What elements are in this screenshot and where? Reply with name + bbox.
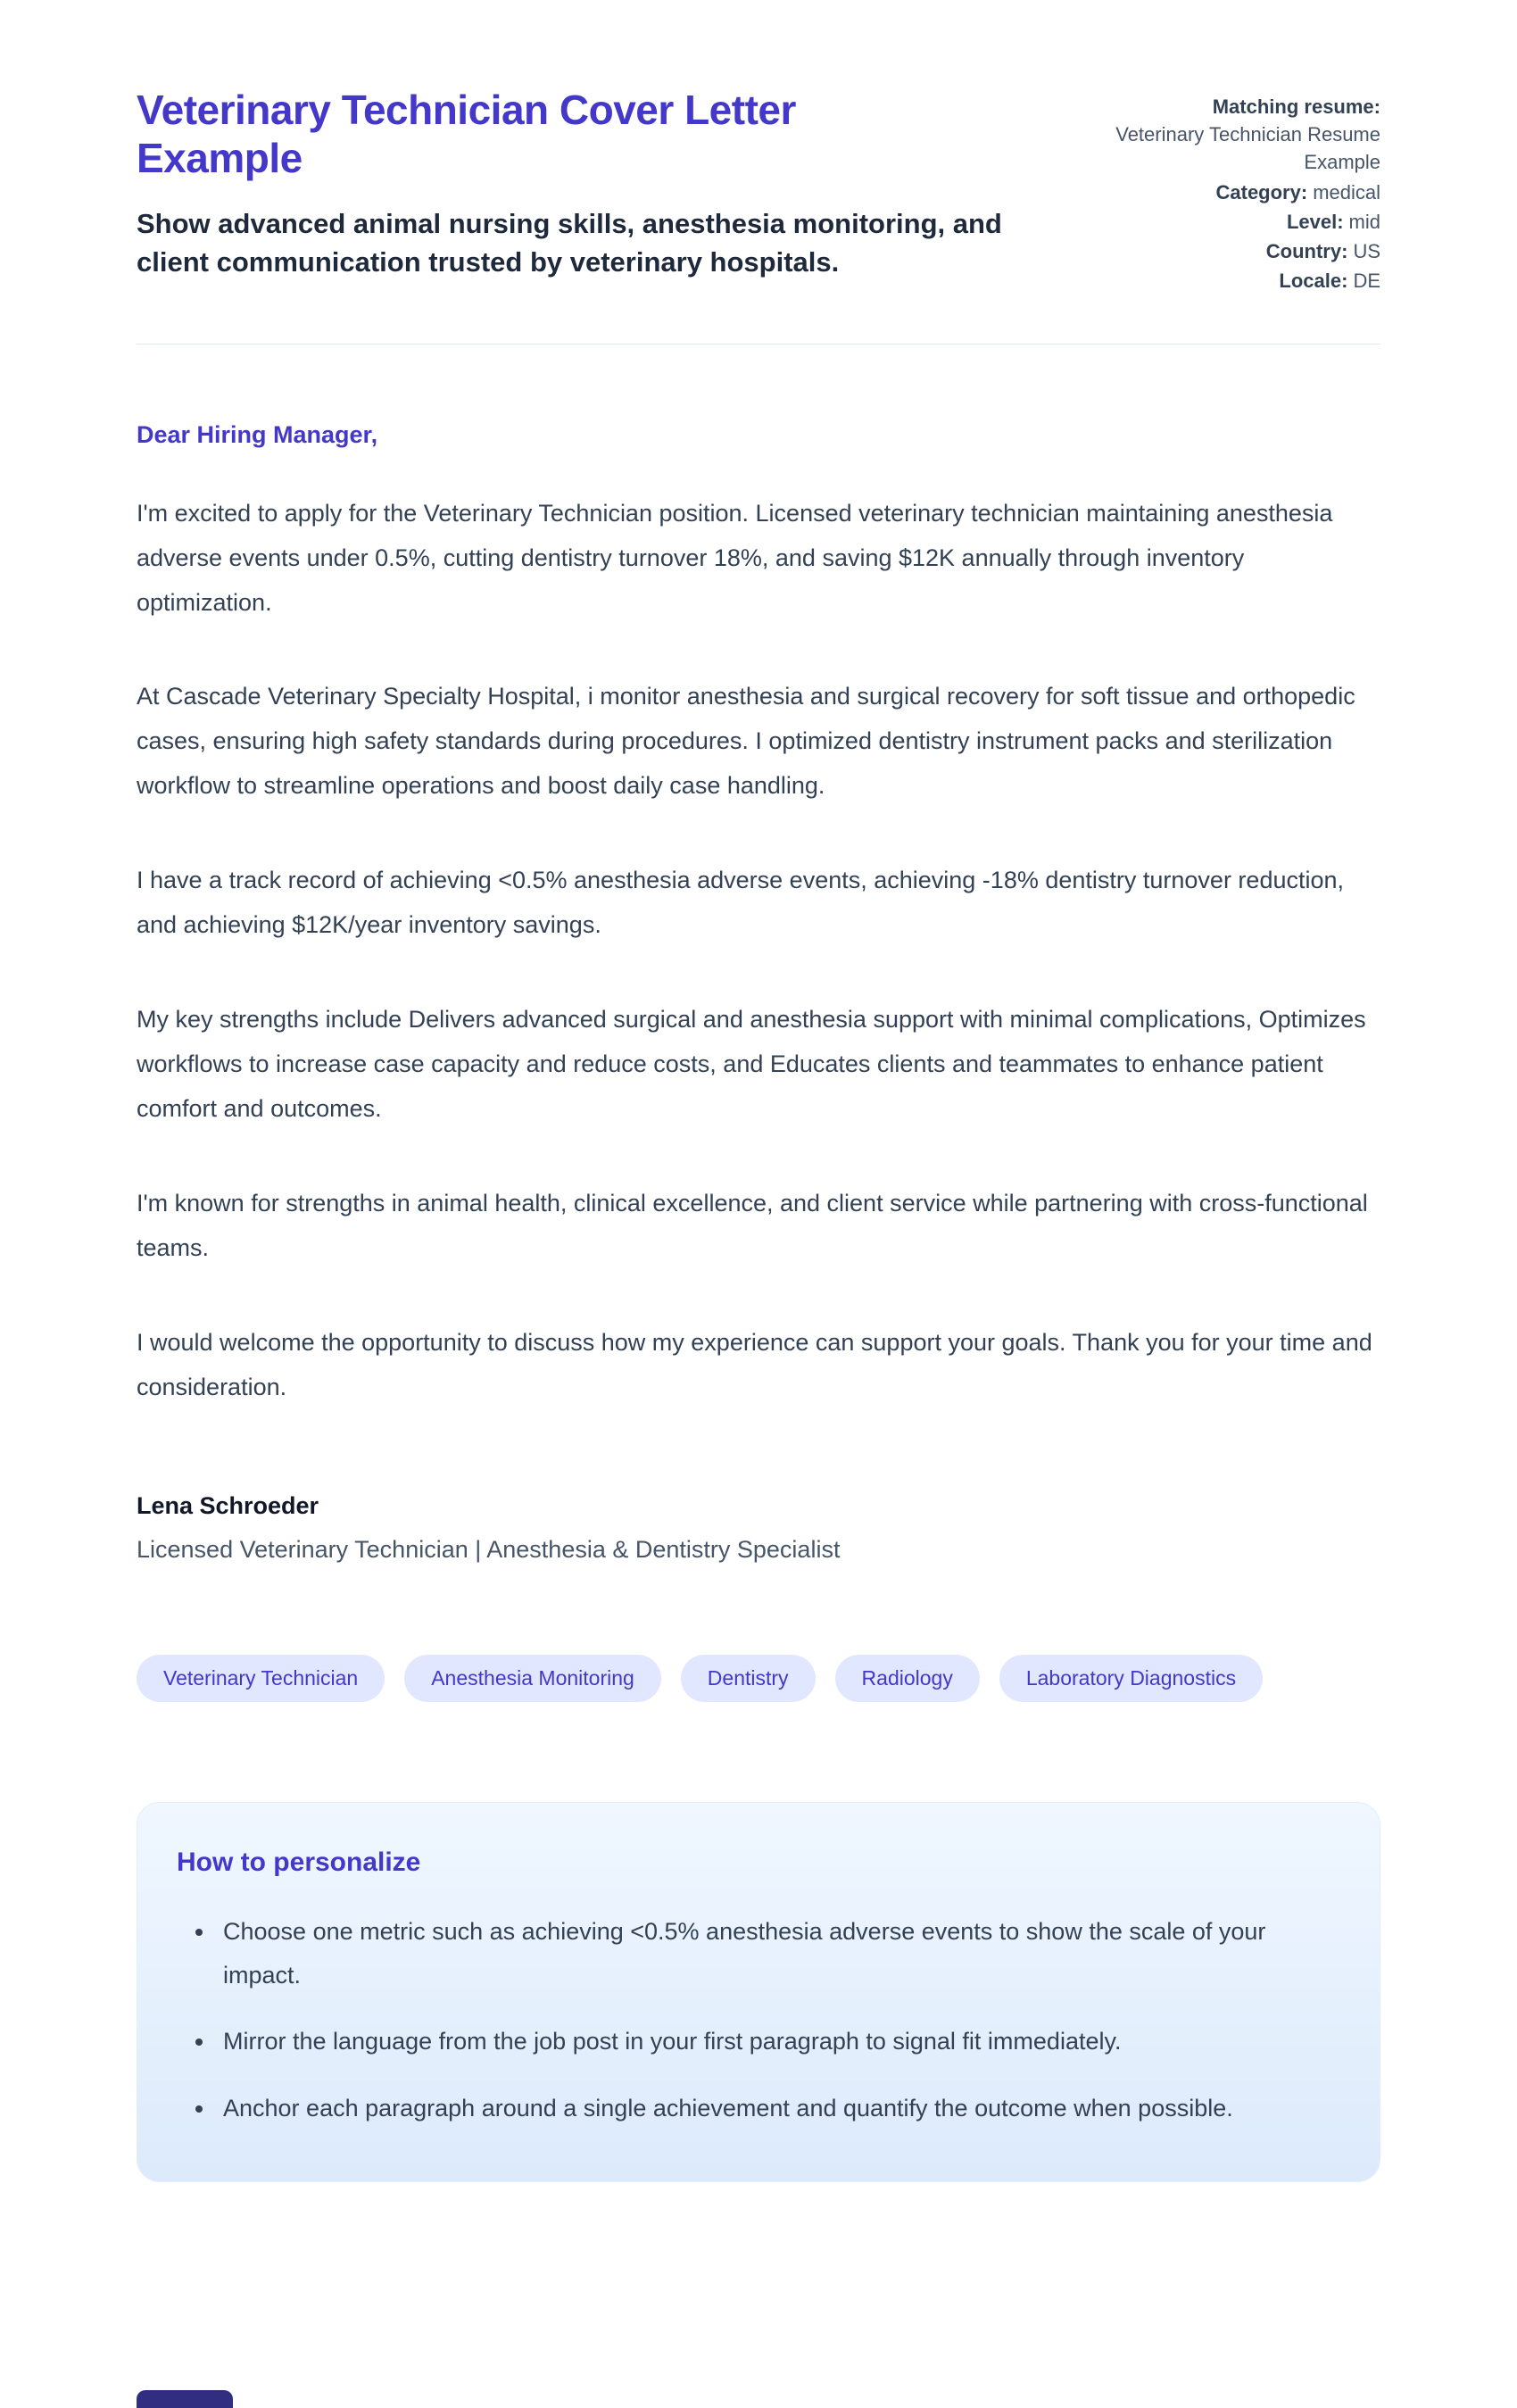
- meta-country-value: US: [1353, 240, 1380, 263]
- letter-paragraph: I'm known for strengths in animal health, clinical excellence, and client service while partnering with cross-functional teams.: [137, 1189, 1368, 1261]
- signature-role: Licensed Veterinary Technician | Anesthesia & Dentistry Specialist: [137, 1535, 841, 1563]
- meta-category: [1095, 179, 1380, 206]
- header-left: [137, 86, 1038, 281]
- meta-panel: [1095, 86, 1380, 295]
- meta-category-value: medical: [1313, 180, 1380, 203]
- tag-veterinary-technician[interactable]: Veterinary Technician: [137, 1655, 385, 1702]
- tag-dentistry[interactable]: Dentistry: [681, 1655, 816, 1702]
- meta-locale-label: Locale:: [1279, 270, 1348, 293]
- personalize-card: [137, 1802, 1380, 2182]
- salutation: Dear Hiring Manager,: [137, 420, 378, 448]
- signature-name: Lena Schroeder: [137, 1491, 319, 1519]
- skill-tags: [137, 1655, 1380, 1702]
- meta-category-label: Category:: [1215, 180, 1308, 203]
- letter-paragraph: I have a track record of achieving <0.5% anesthesia adverse events, achieving -18% dentistry turnover reduction, and achieving $12K/year inventory savings.: [137, 867, 1345, 939]
- tag-laboratory-diagnostics[interactable]: Laboratory Diagnostics: [999, 1655, 1263, 1702]
- header: [137, 86, 1380, 295]
- meta-level-label: Level:: [1286, 210, 1344, 233]
- meta-level-value: mid: [1348, 210, 1380, 233]
- meta-country-label: Country:: [1265, 240, 1348, 263]
- meta-locale: [1095, 267, 1380, 295]
- letter-paragraph: I would welcome the opportunity to discuss how my experience can support your goals. Thank you for your time and consideration.: [137, 1328, 1372, 1400]
- tag-anesthesia-monitoring[interactable]: Anesthesia Monitoring: [404, 1655, 661, 1702]
- page-subtitle: Show advanced animal nursing skills, anesthesia monitoring, and client communication trusted by veterinary hospitals.: [137, 207, 1002, 278]
- personalize-bullet: • Anchor each paragraph around a single achievement and quantify the outcome when possible.: [216, 2087, 1331, 2130]
- meta-country: [1095, 237, 1380, 265]
- footer-cta-cutoff[interactable]: [137, 2390, 233, 2408]
- meta-locale-value: DE: [1353, 270, 1380, 293]
- divider: [137, 344, 1380, 345]
- personalize-bullet: • Mirror the language from the job post in your first paragraph to signal fit immediately.: [216, 2020, 1331, 2063]
- letter-paragraph: At Cascade Veterinary Specialty Hospital, i monitor anesthesia and surgical recovery for soft tissue and orthopedic cases, ensuring high safety standards during procedures. I optimized dentistry instrument packs and sterilization workflow to streamline operations and boost daily case handling.: [137, 683, 1355, 800]
- personalize-list: [177, 1910, 1331, 2130]
- matching-resume-value: Veterinary Technician Resume Example: [1115, 123, 1380, 174]
- meta-level: [1095, 208, 1380, 236]
- page-title: Veterinary Technician Cover Letter Example: [137, 87, 796, 182]
- personalize-bullet: • Choose one metric such as achieving <0.5% anesthesia adverse events to show the scale of your impact.: [216, 1910, 1331, 1997]
- cover-letter-body: [137, 421, 1380, 1564]
- letter-paragraph: My key strengths include Delivers advanced surgical and anesthesia support with minimal complications, Optimizes workflows to increase case capacity and reduce costs, and Educates clients and teammates to enhance patient comfort and outcomes.: [137, 1006, 1366, 1123]
- signature-block: [137, 1492, 1380, 1564]
- matching-resume-label: Matching resume:: [1212, 95, 1380, 118]
- matching-resume: [1095, 93, 1380, 177]
- personalize-heading: How to personalize: [177, 1848, 421, 1877]
- tag-radiology[interactable]: Radiology: [835, 1655, 980, 1702]
- letter-paragraph: I'm excited to apply for the Veterinary Technician position. Licensed veterinary technician maintaining anesthesia adverse events under 0.5%, cutting dentistry turnover 18%, and saving $12K annually through inventory optimization.: [137, 499, 1333, 616]
